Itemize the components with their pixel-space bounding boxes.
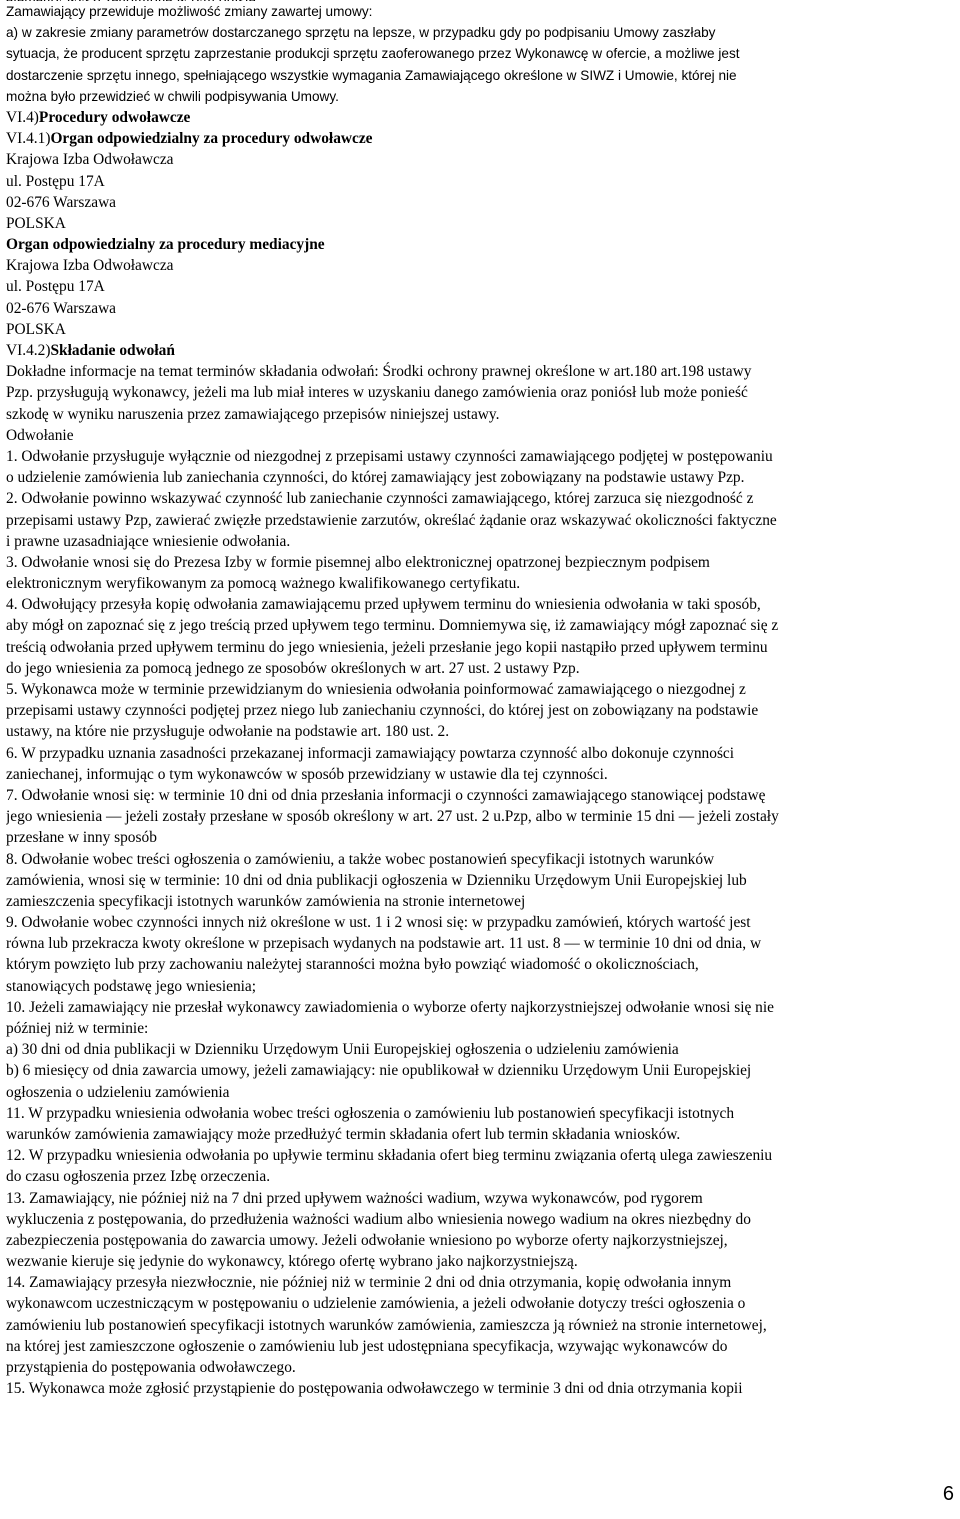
appeal-body-address — [6, 149, 950, 234]
paragraph-line: do czasu ogłoszenia przez Izbę orzeczenia. — [6, 1168, 271, 1186]
paragraph-line: na której jest zamieszczone ogłoszenie o zamówieniu lub jest udostępniana specyfikacja, wzywając wykonawców do — [6, 1337, 728, 1355]
section-vi41-heading — [6, 128, 950, 149]
paragraph-line: zamówienia, wnosi się w terminie: 10 dni od dnia publikacji ogłoszenia w Dzienniku Urzędowym Unii Europejskiej lub — [6, 871, 747, 889]
section-title: Organ odpowiedzialny za procedury mediacyjne — [6, 236, 325, 254]
section-prefix: VI.4.2) — [6, 342, 51, 359]
document-page — [6, 0, 950, 1399]
paragraph-line: aby mógł on zapoznać się z jego treścią przed upływem tego terminu. Domniemywa się, iż zamawiający mógł zapoznać się z — [6, 617, 779, 635]
paragraph-line: do jego wniesienia za pomocą jednego ze sposobów określonych w art. 27 ust. 2 ustawy Pzp. — [6, 659, 580, 677]
address-line: 02-676 Warszawa — [6, 193, 117, 211]
paragraph-line: zamówieniu lub postanowień specyfikacji istotnych warunków zamówienia, zamieszcza ją również na stronie internetowej, — [6, 1316, 767, 1334]
address-line: ul. Postępu 17A — [6, 172, 105, 190]
paragraph-line: jego wniesienia — jeżeli zostały przesłane w sposób określony w art. 27 ust. 2 u.Pzp, albo w terminie 15 dni — jeżeli zostały — [6, 808, 779, 826]
paragraph-line: 3. Odwołanie wnosi się do Prezesa Izby w formie pisemnej albo elektronicznej opatrzonej bezpiecznym podpisem — [6, 553, 710, 571]
change-clause-line: dostarczenie sprzętu innego, spełniającego wszystkie wymagania Zamawiającego określone w SIWZ i Umowie, której nie — [6, 67, 737, 83]
paragraph-line: wezwanie kieruje się jedynie do wykonawcy, którego ofertę wybrano jako najkorzystniejszą. — [6, 1253, 578, 1271]
paragraph-line: Pzp. przysługują wykonawcy, jeżeli ma lub miał interes w uzyskaniu danego zamówienia oraz poniósł lub może ponieść — [6, 384, 748, 402]
paragraph-line: 15. Wykonawca może zgłosić przystąpienie do postępowania odwoławczego w terminie 3 dni od dnia otrzymania kopii — [6, 1380, 743, 1398]
paragraph-line: równa lub przekracza kwoty określone w przepisach wydanych na podstawie art. 11 ust. 8 — w terminie 10 dni od dnia, w — [6, 935, 762, 953]
section-vi42-heading — [6, 340, 950, 361]
paragraph-line: szkodę w wyniku naruszenia przez zamawiającego przepisów niniejszej ustawy. — [6, 405, 500, 423]
address-line: Krajowa Izba Odwoławcza — [6, 257, 174, 275]
paragraph-line: 1. Odwołanie przysługuje wyłącznie od niezgodnej z przepisami ustawy czynności zamawiającego podjętej w postępowaniu — [6, 447, 773, 465]
change-clause-line: a) w zakresie zmiany parametrów dostarczanego sprzętu na lepsze, w przypadku gdy po podpisaniu Umowy zaszłaby — [6, 25, 716, 41]
section-prefix: VI.4) — [6, 108, 39, 126]
change-clause-line: sytuacja, że producent sprzętu zaprzestanie produkcji sprzętu zaoferowanego przez Wykonawcę w ofercie, a możliwe jest — [6, 46, 740, 62]
paragraph-line: 12. W przypadku wniesienia odwołania po upływie terminu składania ofert bieg terminu związania ofertą ulega zawieszeniu — [6, 1147, 773, 1165]
paragraph-line: warunków zamówienia zamawiający może przedłużyć termin składania ofert lub termin składania wniosków. — [6, 1125, 681, 1143]
paragraph-line: elektronicznym weryfikowanym za pomocą ważnego kwalifikowanego certyfikatu. — [6, 575, 521, 593]
paragraph-line: przesłane w inny sposób — [6, 829, 157, 847]
paragraph-line: o udzielenie zamówienia lub zaniechania czynności, do której zamawiający jest zobowiązany na podstawie ustawy Pzp. — [6, 469, 745, 487]
section-prefix: VI.4.1) — [6, 130, 51, 148]
paragraph-line: wykonawcom uczestniczącym w postępowaniu o udzielenie zamówienia, a jeżeli odwołanie dotyczy treści ogłoszenia o — [6, 1295, 746, 1313]
section-title: Procedury odwoławcze — [38, 108, 191, 126]
paragraph-line: 9. Odwołanie wobec czynności innych niż określone w ust. 1 i 2 wnosi się: w przypadku zamówień, których wartość jest — [6, 914, 751, 932]
paragraph-line: i prawne uzasadniające wniesienie odwołania. — [6, 532, 291, 550]
appeal-procedure-text — [6, 361, 950, 1399]
paragraph-line: a) 30 dni od dnia publikacji w Dzienniku Urzędowym Unii Europejskiej ogłoszenia o udzieleniu zamówienia — [6, 1041, 679, 1059]
paragraph-line: 7. Odwołanie wnosi się: w terminie 10 dni od dnia przesłania informacji o czynności zamawiającego stanowiącej podstawę — [6, 786, 766, 804]
paragraph-line: 2. Odwołanie powinno wskazywać czynność lub zaniechanie czynności zamawiającego, której zarzuca się niezgodność z — [6, 490, 754, 508]
paragraph-line: zabezpieczenia postępowania do zawarcia umowy. Jeżeli odwołanie wniesiono po wyborze oferty najkorzystniejszej, — [6, 1231, 728, 1249]
paragraph-line: przepisami ustawy czynności podjętej przez niego lub zaniechaniu czynności, do której jest on zobowiązany na podstawie — [6, 702, 759, 720]
paragraph-line: ogłoszenia o udzieleniu zamówienia — [6, 1083, 230, 1101]
address-line: Krajowa Izba Odwoławcza — [6, 151, 174, 169]
paragraph-line: którym powzięto lub przy zachowaniu należytej staranności można było powziąć wiadomość o okolicznościach, — [6, 956, 699, 974]
address-line: POLSKA — [6, 320, 66, 338]
address-line: 02-676 Warszawa — [6, 299, 117, 317]
change-clause-title: Zamawiający przewiduje możliwość zmiany zawartej umowy: — [6, 4, 373, 19]
paragraph-line: później niż w terminie: — [6, 1020, 149, 1037]
section-vi4-heading — [6, 107, 950, 128]
paragraph-line: ustawy, na które nie przysługuje odwołanie na podstawie art. 180 ust. 2. — [6, 723, 450, 741]
paragraph-line: wykluczenia z postępowania, do przedłużenia ważności wadium albo wniesienia nowego wadium na okres niezbędny do — [6, 1210, 751, 1228]
page-number: 6 — [942, 1483, 954, 1505]
paragraph-line: 8. Odwołanie wobec treści ogłoszenia o zamówieniu, a także wobec postanowień specyfikacji istotnych warunków — [6, 850, 715, 868]
paragraph-line: 4. Odwołujący przesyła kopię odwołania zamawiającemu przed upływem terminu do wniesienia odwołania w taki sposób, — [6, 596, 761, 614]
paragraph-line: 5. Wykonawca może w terminie przewidzianym do wniesienia odwołania poinformować zamawiającego o niezgodnej z — [6, 681, 746, 698]
paragraph-line: Odwołanie — [6, 426, 74, 444]
paragraph-line: stanowiących podstawę jego wniesienia; — [6, 977, 257, 995]
paragraph-line: przystąpienia do postępowania odwoławczego. — [6, 1359, 296, 1376]
paragraph-line: 14. Zamawiający przesyła niezwłocznie, nie później niż w terminie 2 dni od dnia otrzymania, kopię odwołania innym — [6, 1274, 732, 1292]
section-title: Organ odpowiedzialny za procedury odwoławcze — [50, 130, 373, 148]
paragraph-line: przepisami ustawy Pzp, zawierać zwięzłe przedstawienie zarzutów, określać żądanie oraz wskazywać okoliczności faktyczne — [6, 511, 777, 529]
change-clause-line: można było przewidzieć w chwili podpisywania Umowy. — [6, 88, 339, 104]
address-line: POLSKA — [6, 214, 66, 232]
paragraph-line: b) 6 miesięcy od dnia zawarcia umowy, jeżeli zamawiający: nie opublikował w dzienniku Urzędowym Unii Europejskiej — [6, 1062, 752, 1080]
section-title: Składanie odwołań — [50, 342, 175, 359]
paragraph-line: zaniechanej, informując o tym wykonawców w sposób przewidziany w ustawie dla tej czynności. — [6, 765, 608, 783]
change-clause — [6, 1, 950, 107]
paragraph-line: Dokładne informacje na temat terminów składania odwołań: Środki ochrony prawnej określone w art.180 art.198 ustawy — [6, 363, 752, 381]
mediation-body-address — [6, 255, 950, 340]
paragraph-line: 13. Zamawiający, nie później niż na 7 dni przed upływem ważności wadium, wzywa wykonawców, pod rygorem — [6, 1189, 703, 1207]
mediation-heading — [6, 234, 950, 255]
paragraph-line: 10. Jeżeli zamawiający nie przesłał wykonawcy zawiadomienia o wyborze oferty najkorzystniejszej odwołanie wnosi się nie — [6, 998, 774, 1016]
paragraph-line: zamieszczenia specyfikacji istotnych warunków zamówienia na stronie internetowej — [6, 892, 526, 910]
address-line: ul. Postępu 17A — [6, 278, 105, 296]
paragraph-line: 6. W przypadku uznania zasadności przekazanej informacji zamawiający powtarza czynność albo dokonuje czynności — [6, 744, 735, 762]
paragraph-line: 11. W przypadku wniesienia odwołania wobec treści ogłoszenia o zamówieniu lub postanowień specyfikacji istotnych — [6, 1104, 735, 1122]
paragraph-line: treścią odwołania przed upływem terminu do jego wniesienia, jeżeli przesłanie jego kopii nastąpiło przed upływem terminu — [6, 638, 768, 656]
